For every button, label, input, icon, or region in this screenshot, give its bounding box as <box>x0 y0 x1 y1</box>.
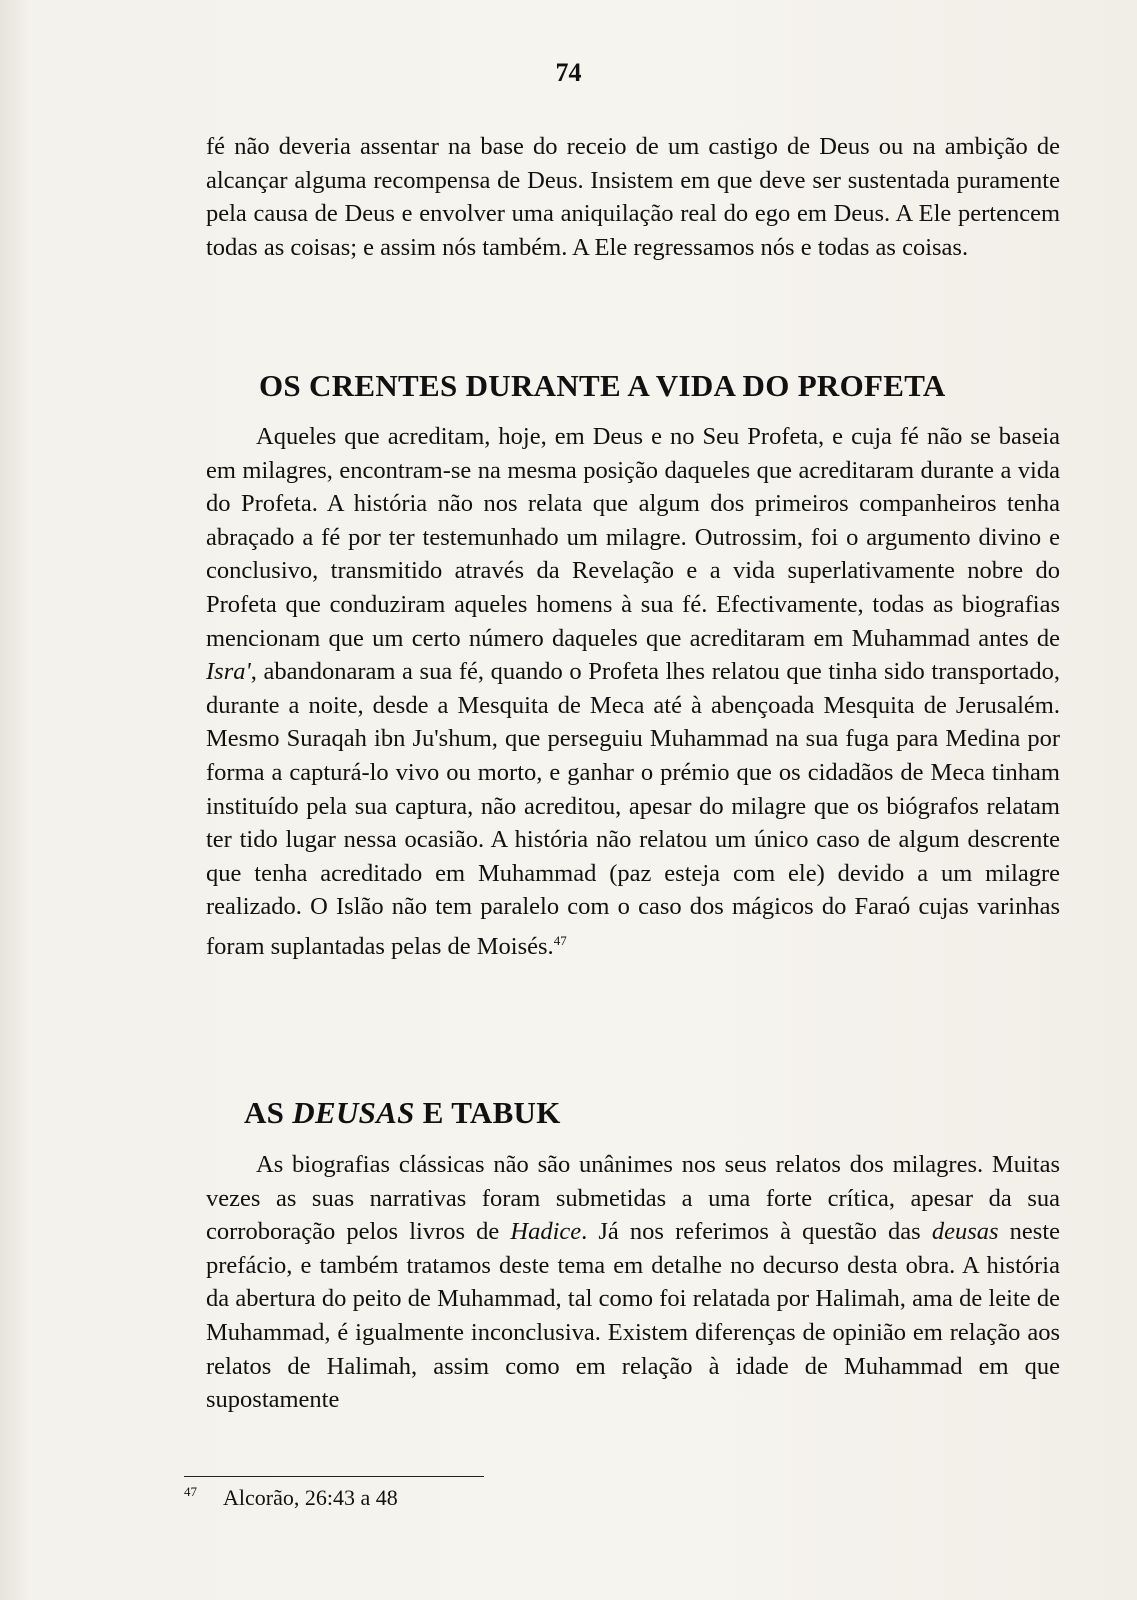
section-heading-crentes: OS CRENTES DURANTE A VIDA DO PROFETA <box>259 368 946 403</box>
footnote-text: Alcorão, 26:43 a 48 <box>223 1485 398 1510</box>
footnote-number: 47 <box>184 1484 197 1499</box>
section-heading-deusas-tabuk <box>244 1095 561 1131</box>
text-segment: neste prefácio, e também tratamos deste tema em detalhe no decurso desta obra. A história da abertura do peito de Muhammad, tal como foi relatada por Halimah, ama de leite de Muhammad, é igualmente inconclusiva. Existem diferenças de opinião em relação aos relatos de Halimah, assim como em relação à idade de Muhammad em que supostamente <box>206 1218 1060 1414</box>
paragraph-continuation: fé não deveria assentar na base do receio de um castigo de Deus ou na ambição de alcançar alguma recompensa de Deus. Insistem em que deve ser sustentada puramente pela causa de Deus e envolver uma aniquilação real do ego em Deus. A Ele pertencem todas as coisas; e assim nós também. A Ele regressamos nós e todas as coisas. <box>206 133 1060 261</box>
footnote <box>184 1484 398 1511</box>
footnote-reference[interactable]: 47 <box>553 932 567 948</box>
page-number: 74 <box>555 58 582 87</box>
footnote-divider <box>184 1476 484 1477</box>
text-segment: Aqueles que acreditam, hoje, em Deus e no Seu Profeta, e cuja fé não se baseia em milagres, encontram-se na mesma posição daqueles que acreditaram durante a vida do Profeta. A história não nos relata que algum dos primeiros companheiros tenha abraçado a fé por ter testemunhado um milagre. Outrossim, foi o argumento divino e conclusivo, transmitido através da Revelação e a vida superlativamente nobre do Profeta que conduziram aqueles homens à sua fé. Efectivamente, todas as biografias mencionam que um certo número daqueles que acreditaram em Muhammad antes de <box>206 423 1060 652</box>
text-segment: . Já nos referimos à questão das <box>581 1218 932 1246</box>
italic-term-deusas: deusas <box>931 1218 999 1246</box>
italic-term-hadice: Hadice <box>510 1218 582 1246</box>
italic-term-isra: Isra' <box>206 658 251 686</box>
paragraph-deusas <box>206 1148 1060 1417</box>
heading-segment: AS <box>244 1095 293 1130</box>
heading-italic-deusas: DEUSAS <box>292 1095 415 1130</box>
paragraph-crentes <box>206 420 1060 964</box>
heading-segment: E TABUK <box>414 1095 561 1130</box>
text-segment: , abandonaram a sua fé, quando o Profeta lhes relatou que tinha sido transportado, durante a noite, desde a Mesquita de Meca até à abençoada Mesquita de Jerusalém. Mesmo Suraqah ibn Ju'shum, que perseguiu Muhammad na sua fuga para Medina por forma a capturá-lo vivo ou morto, e ganhar o prémio que os cidadãos de Meca tinham instituído pela sua captura, não acreditou, apesar do milagre que os biógrafos relatam ter tido lugar nessa ocasião. A história não relatou um único caso de algum descrente que tenha acreditado em Muhammad (paz esteja com ele) devido a um milagre realizado. O Islão não tem paralelo com o caso dos mágicos do Faraó cujas varinhas foram suplantadas pelas de Moisés. <box>206 658 1060 960</box>
text-segment: As biografias clássicas não são unânimes nos seus relatos dos milagres. Muitas vezes as suas narrativas foram submetidas a uma forte crítica, apesar da sua corroboração pelos livros de <box>206 1151 1060 1246</box>
